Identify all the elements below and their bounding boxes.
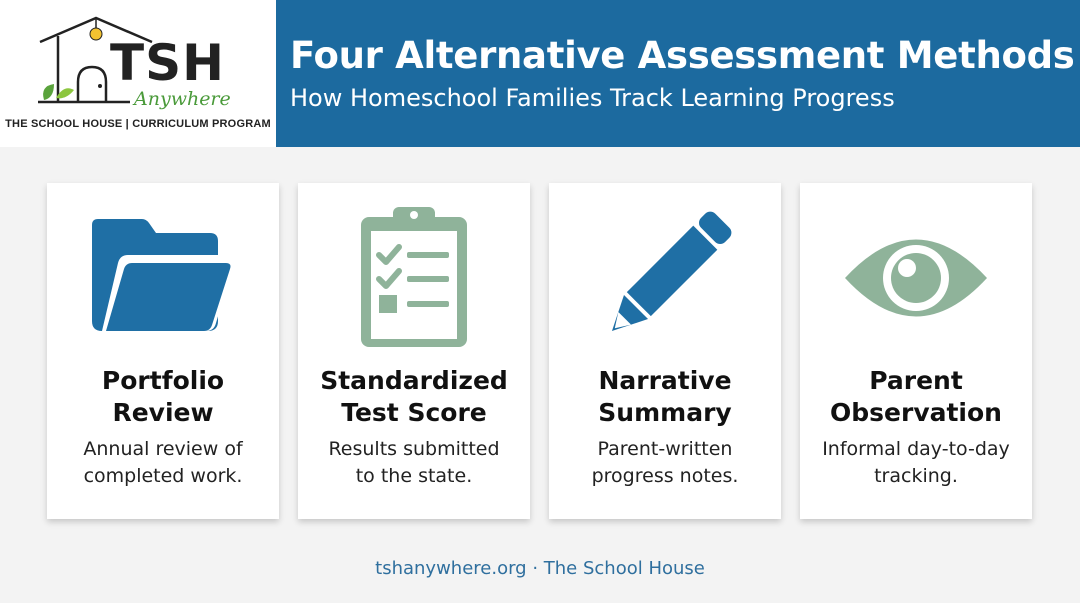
card-description-line: Results submitted [328,438,500,460]
card-description [800,436,1032,490]
pencil-icon [590,203,740,353]
card-title-line: Test Score [341,398,487,427]
card-parent-observation [800,183,1032,519]
card-description-line: to the state. [355,465,473,487]
logo-tagline: THE SCHOOL HOUSE | CURRICULUM PROGRAM [5,118,271,130]
card-title [800,365,1032,429]
card-description-line: completed work. [83,465,243,487]
card-title-line: Parent [869,366,963,395]
card-description [47,436,279,490]
card-narrative-summary [549,183,781,519]
card-description [298,436,530,490]
page-subtitle: How Homeschool Families Track Learning Progress [290,84,895,112]
card-title-line: Portfolio [101,366,225,395]
logo[interactable] [0,0,276,147]
logo-main-text: TSH [110,34,225,92]
footer-link[interactable]: tshanywhere.org · The School House [375,558,705,579]
card-standardized-test-score [298,183,530,519]
card-title-line: Standardized [320,366,508,395]
card-title-line: Review [112,398,214,427]
header-banner [0,0,1080,147]
card-title [298,365,530,429]
eye-icon [841,203,991,353]
card-title-line: Observation [830,398,1002,427]
card-description [549,436,781,490]
card-portfolio-review [47,183,279,519]
card-description-line: tracking. [874,465,958,487]
card-description-line: progress notes. [591,465,739,487]
card-description-line: Parent-written [597,438,733,460]
card-title-line: Narrative [598,366,732,395]
card-title [47,365,279,429]
card-title [549,365,781,429]
folder-icon [88,203,238,353]
logo-script-text: Anywhere [134,88,231,110]
clipboard-checklist-icon [339,203,489,353]
card-description-line: Informal day-to-day [822,438,1010,460]
card-description-line: Annual review of [83,438,243,460]
page-title: Four Alternative Assessment Methods [290,34,1075,77]
card-title-line: Summary [598,398,732,427]
